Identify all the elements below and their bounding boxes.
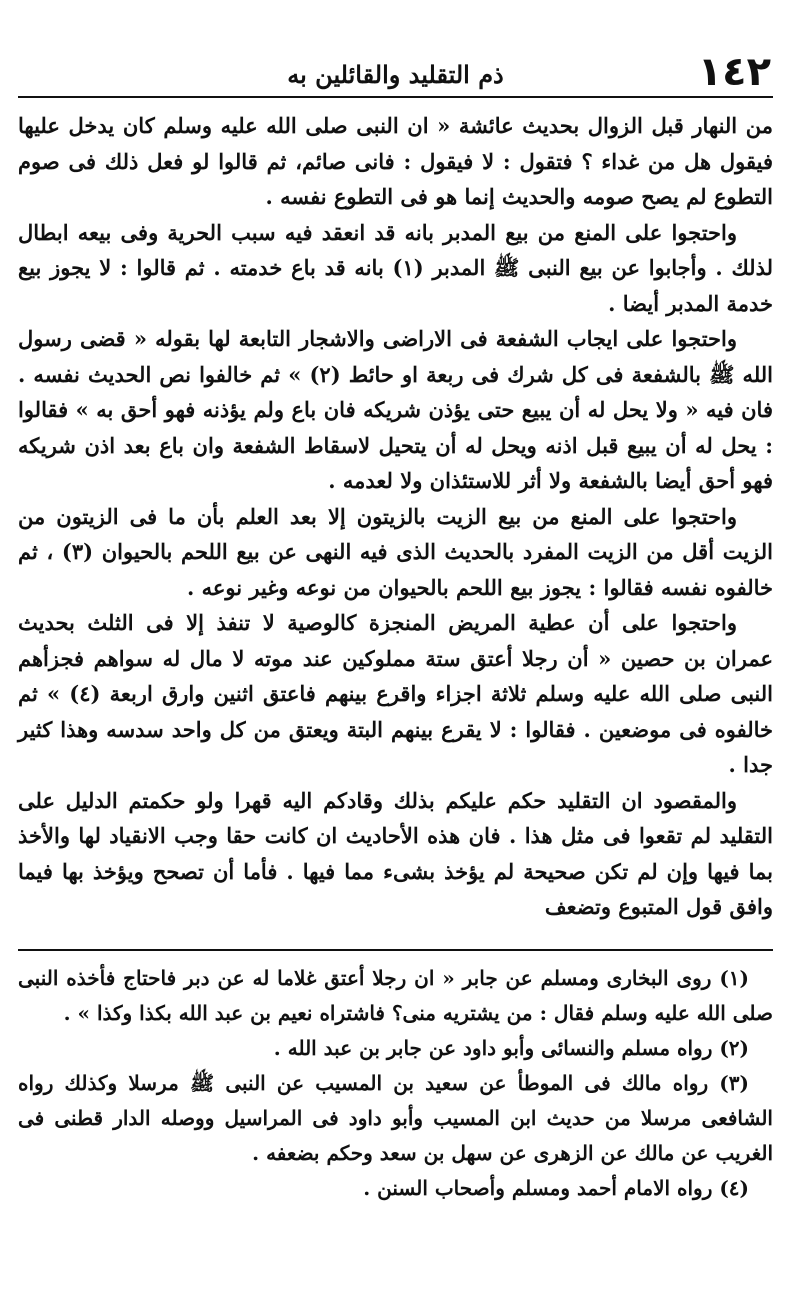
running-title: ذم التقليد والقائلين به <box>287 60 504 89</box>
page-number: ١٤٢ <box>697 49 771 95</box>
page-header <box>18 50 773 94</box>
footnote: (٢) رواه مسلم والنسائى وأبو داود عن جابر بن عبد الله . <box>273 1035 749 1060</box>
paragraph: واحتجوا على المنع من بيع الزيت بالزيتون إلا بعد العلم بأن ما فى الزيتون من الزيت أقل من الزيت المفرد بالحديث الذى فيه النهى عن بيع اللحم بالحيوان (٣) ، ثم خالفوه نفسه فقالوا : يجوز بيع اللحم بالحيوان من نوعه وغير نوعه . <box>18 503 773 600</box>
footnote: (٣) رواه مالك فى الموطأ عن سعيد بن المسيب عن النبى ﷺ مرسلا وكذلك رواه الشافعى مرسلا من حديث ابن المسيب وأبو داود فى المراسيل ووصله الدار قطنى فى الغريب عن مالك عن الزهرى عن سهل بن سعد وحكم بضعفه . <box>18 1070 773 1165</box>
paragraph: واحتجوا على أن عطية المريض المنجزة كالوصية لا تنفذ إلا فى الثلث بحديث عمران بن حصين « أن رجلا أعتق ستة مملوكين عند موته لا مال له سواهم فجزأهم النبى صلى الله عليه وسلم ثلاثة اجزاء واقرع بينهم فاعتق اثنين وارق اربعة (٤) » ثم خالفوه فى موضعين . فقالوا : لا يقرع بينهم البتة ويعتق من كل واحد سدسه وهذا كثير جدا . <box>18 610 773 777</box>
book-page <box>18 50 773 1295</box>
footnote-rule <box>18 949 773 951</box>
paragraph: واحتجوا على المنع من بيع المدبر بانه قد انعقد فيه سبب الحرية وفى بيعه ابطال لذلك . وأجابوا عن بيع النبى ﷺ المدبر (١) بانه قد باع خدمته . ثم قالوا : لا يجوز بيع خدمة المدبر أيضا . <box>18 219 773 316</box>
paragraph: واحتجوا على ايجاب الشفعة فى الاراضى والاشجار التابعة لها بقوله « قضى رسول الله ﷺ بالشفعة فى كل شرك فى ربعة او حائط (٢) » ثم خالفوا نص الحديث نفسه . فان فيه « ولا يحل له أن يبيع حتى يؤذن شريكه فان باع ولم يؤذنه فهو أحق به » فقالوا : يحل له أن يبيع قبل اذنه ويحل له أن يتحيل لاسقاط الشفعة وان باع بعد اذن شريكه فهو أحق أيضا بالشفعة ولا أثر للاستئذان ولا لعدمه . <box>18 326 774 493</box>
paragraph: والمقصود ان التقليد حكم عليكم بذلك وقادكم اليه قهرا ولو حكمتم الدليل على التقليد لم تقعوا فى مثل هذا . فان هذه الأحاديث ان كانت حقا وجب الانقياد لها والأخذ بما فيها وإن لم تكن صحيحة لم يؤخذ بشىء مما فيها . فأما أن تصحح ويؤخذ بها فيما وافق قول المتبوع وتضعف <box>18 787 773 919</box>
paragraph: من النهار قبل الزوال بحديث عائشة « ان النبى صلى الله عليه وسلم كان يدخل عليها فيقول هل من غداء ؟ فتقول : لا فيقول : فانى صائم، ثم قالوا لو فعل ذلك فى صوم التطوع لم يصح صومه والحديث إنما هو فى التطوع نفسه . <box>18 113 773 209</box>
footnote: (٤) رواه الامام أحمد ومسلم وأصحاب السنن . <box>363 1175 749 1200</box>
footnotes <box>18 961 773 1206</box>
header-rule <box>18 96 773 98</box>
footnote: (١) روى البخارى ومسلم عن جابر « ان رجلا أعتق غلاما له عن دبر فاحتاج فأخذه النبى صلى الله عليه وسلم فقال : من يشتريه منى؟ فاشتراه نعيم بن عبد الله بكذا وكذا » . <box>18 965 773 1025</box>
main-text <box>18 108 773 925</box>
